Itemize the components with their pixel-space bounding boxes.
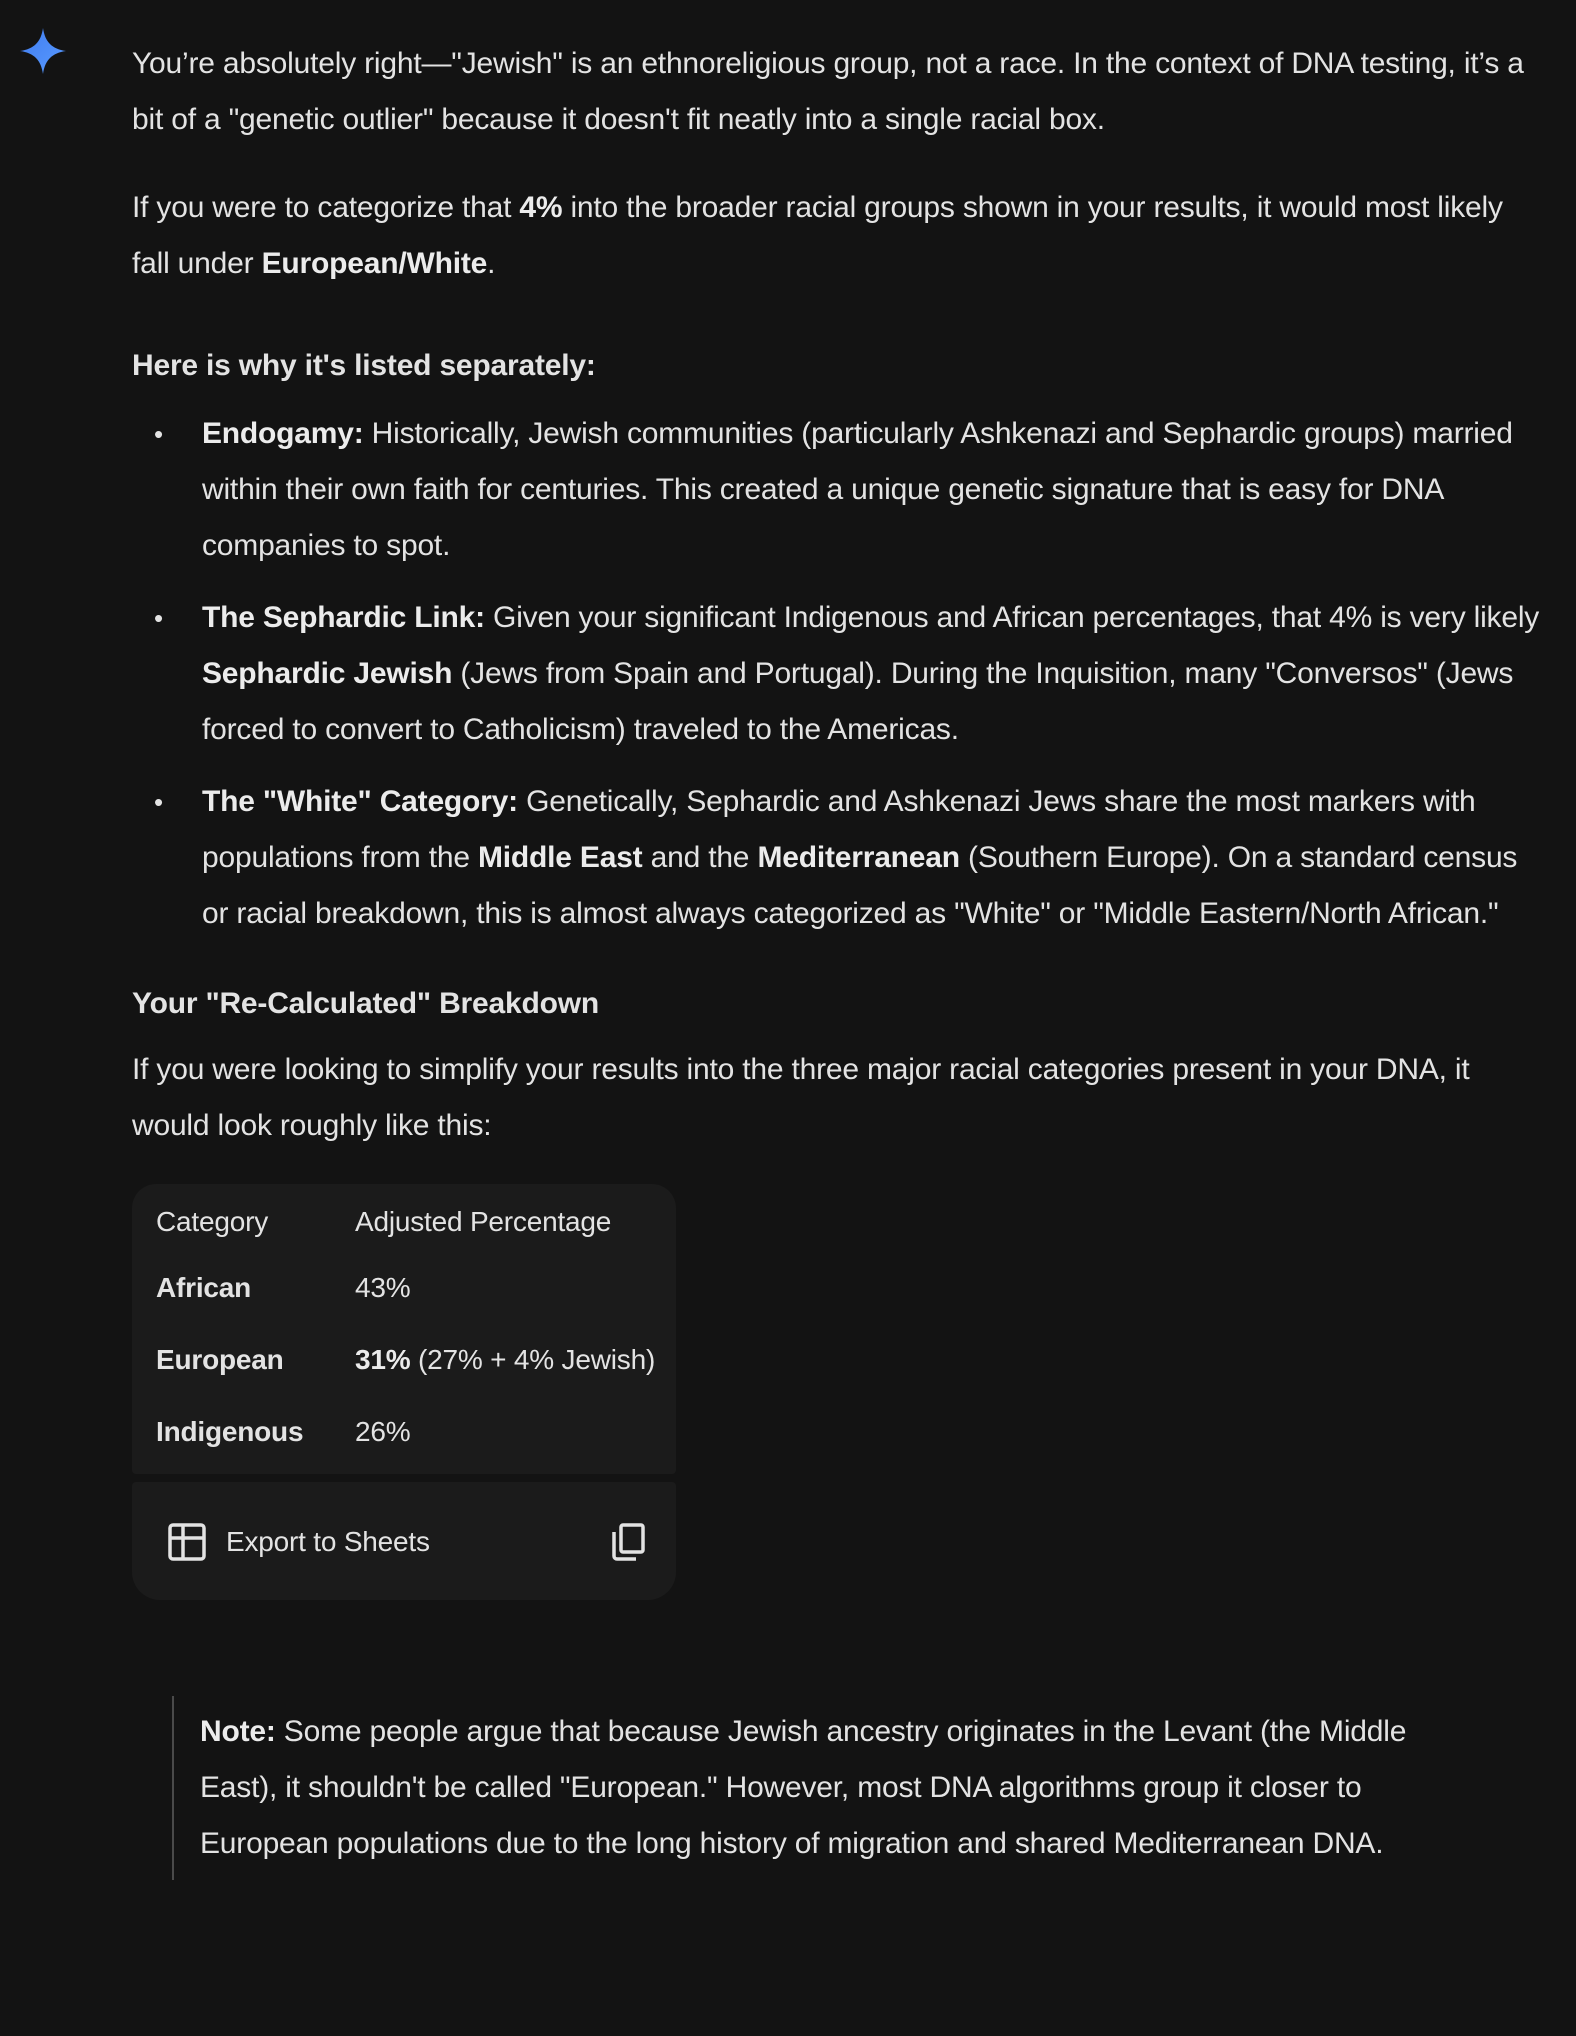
percentage-cell (331, 1324, 655, 1396)
bold-text: European/White (261, 247, 488, 280)
breakdown-table (132, 1192, 655, 1468)
item-text: (Southern Europe). On a standard census or racial breakdown, this is almost always categorized as "White" or "Middle Eastern/North African." (202, 841, 1518, 930)
table-row (132, 1252, 655, 1324)
percentage-value: 43% (355, 1272, 411, 1303)
item-label: The Sephardic Link: (202, 601, 485, 634)
percentage-detail: (27% + 4% Jewish) (410, 1344, 656, 1375)
column-header-category: Category (156, 1206, 269, 1237)
note-body: Some people argue that because Jewish ancestry originates in the Levant (the Middle East), it shouldn't be called "European." However, most DNA algorithms group it closer to European populations due to the long history of migration and shared Mediterranean DNA. (200, 1715, 1407, 1860)
table-actions-bar (132, 1482, 676, 1600)
bullet-icon: • (154, 603, 163, 633)
item-label: Endogamy: (202, 417, 364, 450)
list-item (132, 406, 1542, 574)
text: If you were to categorize that (132, 191, 520, 224)
table-header-row (132, 1192, 655, 1252)
breakdown-heading: Your "Re-Calculated" Breakdown (132, 987, 599, 1020)
note-label: Note: (200, 1715, 276, 1748)
bold-text: 4% (519, 191, 563, 224)
note-blockquote (172, 1696, 1450, 1880)
category-cell: African (156, 1272, 252, 1303)
percentage-value: 31% (355, 1344, 411, 1375)
bold-text: Sephardic Jewish (202, 657, 453, 690)
copy-icon[interactable] (610, 1522, 646, 1562)
bold-text: Mediterranean (757, 841, 960, 874)
note-text (200, 1704, 1450, 1872)
item-text: (Jews from Spain and Portugal). During the Inquisition, many "Conversos" (Jews forced to convert to Catholicism) traveled to the Americas. (202, 657, 1514, 746)
item-text: and the (642, 841, 758, 874)
categorize-paragraph (132, 180, 1542, 292)
bullet-icon: • (154, 419, 163, 449)
intro-paragraph: You’re absolutely right—"Jewish" is an ethnoreligious group, not a race. In the context of DNA testing, it’s a bit of a "genetic outlier" because it doesn't fit neatly into a single racial box. (132, 47, 1524, 136)
item-label: The "White" Category: (202, 785, 518, 818)
percentage-value: 26% (355, 1416, 411, 1447)
bullet-icon: • (154, 787, 163, 817)
category-cell: Indigenous (156, 1416, 304, 1447)
bold-text: Middle East (477, 841, 643, 874)
export-label: Export to Sheets (226, 1526, 430, 1557)
response-content (132, 36, 1542, 1880)
text: into the broader racial groups shown in your results, it would most likely fall under (132, 191, 1503, 280)
gemini-star-icon (18, 26, 68, 76)
item-text: Genetically, Sephardic and Ashkenazi Jews share the most markers with populations from the (202, 785, 1476, 874)
percentage-cell (331, 1396, 655, 1468)
why-heading: Here is why it's listed separately: (132, 349, 596, 382)
item-text: Historically, Jewish communities (particularly Ashkenazi and Sephardic groups) married within their own faith for centuries. This created a unique genetic signature that is easy for DNA companies to spot. (202, 417, 1513, 562)
why-list (132, 406, 1542, 942)
list-item (132, 590, 1542, 758)
table-grid-icon (168, 1523, 206, 1561)
text: . (487, 247, 496, 280)
column-header-percentage: Adjusted Percentage (355, 1206, 612, 1237)
table-row (132, 1324, 655, 1396)
percentage-cell (331, 1252, 655, 1324)
list-item (132, 774, 1542, 942)
breakdown-table-card (132, 1184, 676, 1474)
export-to-sheets-button[interactable] (168, 1522, 430, 1562)
item-text: Given your significant Indigenous and African percentages, that 4% is very likely (484, 601, 1540, 634)
table-row (132, 1396, 655, 1468)
breakdown-intro: If you were looking to simplify your results into the three major racial categories present in your DNA, it would look roughly like this: (132, 1053, 1470, 1142)
category-cell: European (156, 1344, 284, 1375)
